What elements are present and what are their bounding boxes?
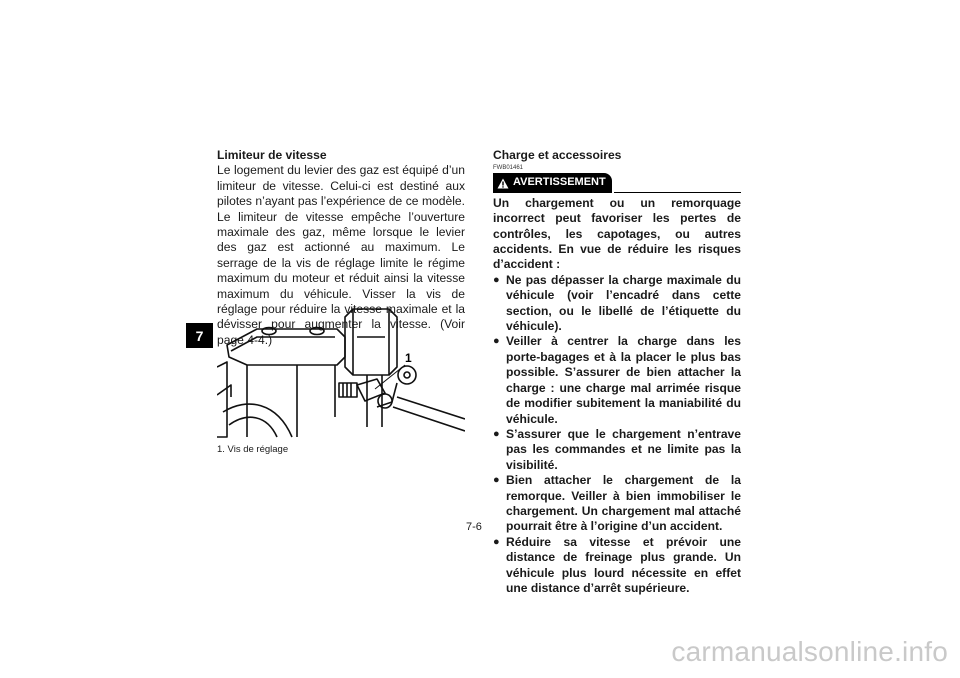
warning-header [493,173,741,192]
bullet-icon: ● [493,427,500,440]
speed-limiter-body: Le logement du levier des gaz est équipé d’un limiteur de vitesse. Celui-ci est destiné aux pilotes n’ayant pas l’expérience de ce modèle. Le limiteur de vitesse empêche l’ouverture maximale des gaz, même lorsque le levier des gaz est actionné au maximum. Le serrage de la vis de réglage limite le régime maximum du moteur et réduit ainsi la vitesse maximum du véhicule. Visser la vis de réglage pour réduire la vitesse maximale et la dévisser pour augmenter la vitesse. (Voir page 4-4.) [217,163,465,347]
bullet-icon: ● [493,474,500,487]
list-item: ● Bien attacher le chargement de la remorque. Veiller à bien immobiliser le chargement. Un chargement mal attaché pourrait être à l’origine d’un accident. [493,473,741,534]
warning-label: AVERTISSEMENT [513,176,606,189]
page-number: 7-6 [466,521,482,533]
bullet-icon: ● [493,273,500,286]
list-item: ● Veiller à centrer la charge dans les porte-bagages et à la placer le plus bas possible. S’assurer de bien attacher la charge : une charge mal arrimée risque de modifier subitement la maniabilité du véhicule. [493,334,741,426]
section-title-load-accessories: Charge et accessoires [493,148,622,162]
warning-badge [493,173,612,192]
warning-list [493,273,741,597]
section-title-speed-limiter: Limiteur de vitesse [217,148,327,162]
list-item: ● Ne pas dépasser la charge maximale du véhicule (voir l’encadré dans cette section, ou le libellé de l’étiquette du véhicule). [493,272,741,334]
list-item: ● S’assurer que le chargement n’entrave pas les commandes et ne limite pas la visibilité. [493,426,741,472]
warning-triangle-icon [497,178,509,189]
bullet-icon: ● [493,535,500,548]
warning-rule [614,192,741,193]
reference-code: FWB01461 [493,165,524,172]
bullet-icon: ● [493,335,500,348]
throttle-adjustment-figure [217,307,465,465]
right-column [493,148,741,596]
chapter-tab: 7 [186,323,213,348]
watermark[interactable]: carmanualsonline.info [671,636,948,667]
figure-caption: 1. Vis de réglage [217,444,289,455]
warning-intro: Un chargement ou un remorquage incorrect peut favoriser les pertes de contrôles, les capotages, ou autres accidents. En vue de réduire les risques d’accident : [493,195,741,272]
figure-callout-1: 1 [405,351,412,365]
list-item: ● Réduire sa vitesse et prévoir une distance de freinage plus grande. Un véhicule plus lourd nécessite en effet une distance d’arrêt supérieure. [493,534,741,595]
throttle-housing-illustration [217,307,465,442]
